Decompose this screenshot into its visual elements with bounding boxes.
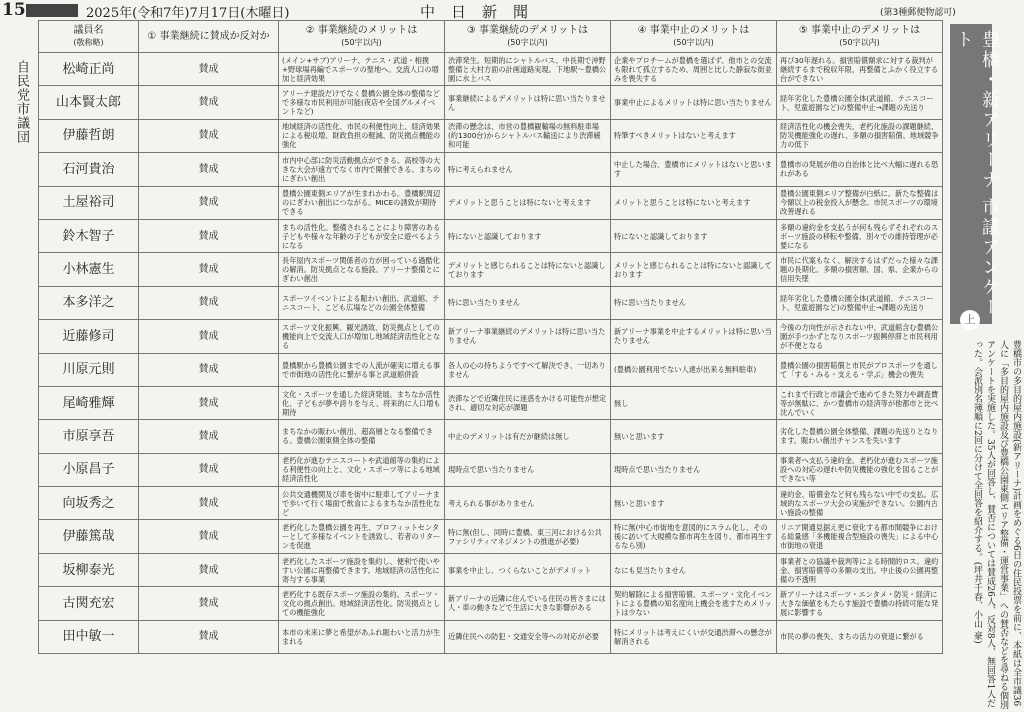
continue-demerit-cell: 近隣住民への防犯・交通安全等への対応が必要 — [445, 620, 611, 653]
member-name: 石河貴治 — [39, 153, 139, 186]
table-row — [39, 186, 943, 219]
header-cancel-demerit: ⑤ 事業中止のデメリットは (50字以内) — [777, 21, 943, 53]
cancel-demerit-cell: 豊橋公園の損害賠償と市民がプロスポーツを通して「する・みる・支える・学ぶ」機会の喪失 — [777, 353, 943, 386]
cancel-demerit-cell: 新アリーナはスポーツ・エンタメ・防災・経済に大きな価値をもたらす施設で豊橋の持続可能な発展に影響する — [777, 587, 943, 620]
cancel-demerit-cell: 劣化した豊橋公園全体整備、課題の先送りとなります。賑わい創出チャンスを失います — [777, 420, 943, 453]
page-header — [0, 0, 1024, 20]
survey-table — [38, 20, 943, 654]
stance-cell: 賛成 — [139, 386, 279, 419]
member-name: 田中敏一 — [39, 620, 139, 653]
cancel-merit-cell: 特筆すべきメリットはないと考えます — [611, 119, 777, 152]
continue-merit-cell: 長年屋内スポーツ関係者の方が困っている過酷化の解消。防災拠点となる施設。アリーナ整備とにぎわい創出 — [279, 253, 445, 286]
header-continue-demerit: ③ 事業継続のデメリットは (50字以内) — [445, 21, 611, 53]
table-row — [39, 119, 943, 152]
table-row — [39, 353, 943, 386]
stance-cell: 賛成 — [139, 86, 279, 119]
cancel-demerit-cell: 豊橋公園東側エリア整備が白紙に。新たな整備は今額以上の税金投入が懸念。市民スポーツの環境改善遅れる — [777, 186, 943, 219]
member-name: 伊藤篤哉 — [39, 520, 139, 553]
member-name: 向坂秀之 — [39, 487, 139, 520]
member-name: 本多洋之 — [39, 286, 139, 319]
continue-demerit-cell: 特にないと認識しております — [445, 219, 611, 252]
table-row — [39, 520, 943, 553]
cancel-merit-cell: なにも見当たりません — [611, 553, 777, 586]
stance-cell: 賛成 — [139, 487, 279, 520]
header-cancel-merit: ④ 事業中止のメリットは (50字以内) — [611, 21, 777, 53]
party-label: 自民党市議団 — [14, 60, 29, 144]
cancel-merit-cell: 契約解除による損害賠償、スポーツ・文化イベントによる豊橋の知名度向上機会を逃すためメリットは少ない — [611, 587, 777, 620]
cancel-demerit-cell: 豊橋市の発展が他の自治体と比べ大幅に遅れる恐れがある — [777, 153, 943, 186]
table-row — [39, 620, 943, 653]
cancel-merit-cell: 企業やプロチームが豊橋を選ばず、他市との交流も限れて孤立するため、周囲と比した静寂な街並みを喪失する — [611, 53, 777, 86]
table-header-row — [39, 21, 943, 53]
member-name: 土屋裕司 — [39, 186, 139, 219]
stance-cell: 賛成 — [139, 186, 279, 219]
member-name: 近藤修司 — [39, 320, 139, 353]
continue-demerit-cell: 特に考えられません — [445, 153, 611, 186]
table-row — [39, 53, 943, 86]
continue-merit-cell: まちの活性化。整備されることにより障害のある子どもや様々な年齢の子どもが安全に遊べるようになる — [279, 219, 445, 252]
stance-cell: 賛成 — [139, 520, 279, 553]
continue-demerit-cell: 事業を中止し、つくらないことがデメリット — [445, 553, 611, 586]
cancel-demerit-cell: 事業者へ支払う違約金。老朽化が進むスポーツ施設への対応の遅れや防災機能の強化を図ることができない等 — [777, 453, 943, 486]
table-row — [39, 153, 943, 186]
continue-merit-cell: アリーナ建設だけでなく豊橋公園全体の整備などで多様な市民利用が可能(夜店や全国グルメイベントなど) — [279, 86, 445, 119]
stance-cell: 賛成 — [139, 286, 279, 319]
section-bar — [26, 4, 78, 17]
cancel-merit-cell: 特に無(中心市街地を意図的にスラム化し、その後に訪いて大規模な都市再生を図り、都市再生するなら別) — [611, 520, 777, 553]
cancel-merit-cell: 新アリーナ事業を中止するメリットは特に思い当たりません — [611, 320, 777, 353]
table-row — [39, 453, 943, 486]
continue-demerit-cell: 特に無(但し、同時に豊橋、東三河における公共ファシリティマネジメントの推進が必要) — [445, 520, 611, 553]
cancel-merit-cell: (豊橋公園利用でない人達が出来る無料駐車) — [611, 353, 777, 386]
table-row — [39, 253, 943, 286]
table-row — [39, 286, 943, 319]
continue-demerit-cell: 中止のデメリットは有だが継続は無し — [445, 420, 611, 453]
cancel-demerit-cell: 市民の夢の喪失、まちの活力の衰退に繋がる — [777, 620, 943, 653]
cancel-merit-cell: メリットと思うことは特にないと考えます — [611, 186, 777, 219]
cancel-demerit-cell: これまで行政と市議会で進めてきた努力や調査費等が無駄に、かつ豊橋市の経済等が他都市と比べ沈んでいく — [777, 386, 943, 419]
table-row — [39, 219, 943, 252]
member-name: 松崎正尚 — [39, 53, 139, 86]
continue-demerit-cell: 渋滞などで近隣住民に迷惑をかける可能性が想定され、適切な対応が課題 — [445, 386, 611, 419]
member-name: 伊藤哲朗 — [39, 119, 139, 152]
continue-merit-cell: 老朽化が進むテニスコートや武道館等の集約による利便性の向上と、文化・スポーツ等による地域経済活性化 — [279, 453, 445, 486]
continue-demerit-cell: デメリットと思うことは特にないと考えます — [445, 186, 611, 219]
header-name: 議員名 (敬称略) — [39, 21, 139, 53]
cancel-demerit-cell: 再び30年遅れる。損害賠償額求に対する裁判が継続するまで税収年限、再整備とふかく役立する台ができない — [777, 53, 943, 86]
stance-cell: 賛成 — [139, 553, 279, 586]
stance-cell: 賛成 — [139, 353, 279, 386]
continue-merit-cell: 豊橋駅から豊橋公園までの人流が確実に増える事で市街地の活性化に繋がる事と武道館併設 — [279, 353, 445, 386]
table-row — [39, 587, 943, 620]
page-number: 15 — [2, 0, 26, 20]
cancel-demerit-cell: 経年劣化した豊橋公園全体(武道館、テニスコート、児童遊園など)の整備中止→課題の先送り — [777, 86, 943, 119]
stance-cell: 賛成 — [139, 587, 279, 620]
continue-merit-cell: 老朽化する既存スポーツ施設の集約。スポーツ・文化の拠点創出。地域経済活性化。防災拠点としての機能強化 — [279, 587, 445, 620]
stance-cell: 賛成 — [139, 453, 279, 486]
part-badge: 上 — [960, 310, 980, 330]
cancel-merit-cell: 現時点で思い当たりません — [611, 453, 777, 486]
header-continue-merit: ② 事業継続のメリットは (50字以内) — [279, 21, 445, 53]
continue-demerit-cell: 事業継続によるデメリットは特に思い当たりません — [445, 86, 611, 119]
feature-title-box — [950, 24, 1000, 324]
cancel-merit-cell: 無いと思います — [611, 487, 777, 520]
stance-cell: 賛成 — [139, 320, 279, 353]
cancel-demerit-cell: 今後の方向性が示されない中、武道館含む豊橋公園が手つかずとなりスポーツ振興停滞と市民利用が不便となる — [777, 320, 943, 353]
member-name: 小原昌子 — [39, 453, 139, 486]
table-row — [39, 487, 943, 520]
member-name: 鈴木智子 — [39, 219, 139, 252]
continue-merit-cell: スポーツ文化振興、観光誘致、防災拠点としての機能向上で交流人口が増加し地域経済活性化となる — [279, 320, 445, 353]
stance-cell: 賛成 — [139, 153, 279, 186]
member-name: 川原元則 — [39, 353, 139, 386]
table-row — [39, 553, 943, 586]
continue-merit-cell: 地域経済の活性化、市民の利便性向上、経済効果による税収増、財政負担の軽減、防災拠点機能の強化 — [279, 119, 445, 152]
continue-demerit-cell: 渋滞発生。短期的にシャトルバス。中長期で沖野整備と大村方面の計画道路実現。下地駅～豊橋公園に水上バス — [445, 53, 611, 86]
continue-merit-cell: 豊橋公園東側エリアが生まれかわる。豊橋駅周辺のにぎわい創出につながる。MICEの誘致が期待できる — [279, 186, 445, 219]
continue-merit-cell: 公共交通機関及び車を街中に駐車してアリーナまで歩いて行く場面で飲食によるまちなか活性化など — [279, 487, 445, 520]
cancel-merit-cell: 中止した場合、豊橋市にメリットはないと思います — [611, 153, 777, 186]
cancel-merit-cell: 無いと思います — [611, 420, 777, 453]
cancel-demerit-cell: 違約金、賠償金など何も残らない中での支払。広域的なスポーツ大会の実施ができない。公園内古い施設の整備 — [777, 487, 943, 520]
member-name: 古関充宏 — [39, 587, 139, 620]
cancel-merit-cell: 無し — [611, 386, 777, 419]
continue-demerit-cell: 新アリーナ事業継続のデメリットは特に思い当たりません — [445, 320, 611, 353]
postal-note: (第3種郵便物認可) — [880, 8, 956, 18]
cancel-merit-cell: 事業中止によるメリットは特に思い当たりません — [611, 86, 777, 119]
stance-cell: 賛成 — [139, 219, 279, 252]
stance-cell: 賛成 — [139, 119, 279, 152]
stance-cell: 賛成 — [139, 53, 279, 86]
continue-merit-cell: まちなかの賑わい創出、超高層となる整備できる。豊橋公園東側全体の整備 — [279, 420, 445, 453]
table-row — [39, 320, 943, 353]
issue-date: 2025年(令和7年)7月17日(木曜日) — [86, 6, 290, 21]
newspaper-name: 中日新聞 — [420, 3, 545, 21]
header-stance: ① 事業継続に賛成か反対か — [139, 21, 279, 53]
cancel-demerit-cell: 経年劣化した豊橋公園全体(武道館、テニスコート、児童遊園など)の整備中止→課題の先送り — [777, 286, 943, 319]
continue-demerit-cell: 渋滞の懸念は、市営の豊橋観輸場の無料駐車場(約1300台)からシャトルバス輸送により渋滞緩和可能 — [445, 119, 611, 152]
member-name: 山本賢太郎 — [39, 86, 139, 119]
cancel-merit-cell: 特に思い当たりません — [611, 286, 777, 319]
stance-cell: 賛成 — [139, 253, 279, 286]
member-name: 坂柳泰光 — [39, 553, 139, 586]
continue-demerit-cell: デメリットと感じられることは特にないと認識しております — [445, 253, 611, 286]
cancel-merit-cell: メリットと感じられることは特にないと認識しております — [611, 253, 777, 286]
continue-demerit-cell: 新アリーナの近隣に住んでいる住民の皆さまには人・車の動きなどで生活に大きな影響がある — [445, 587, 611, 620]
cancel-demerit-cell: リニア開通見据え更に衰化する都市間競争における総量感「多機能複合型施設の喪失」による中心市街地の衰退 — [777, 520, 943, 553]
cancel-demerit-cell: 市民に代案もなく、解決するはずだった様々な課題の長期化。多額の損害額、国、県、企業からの信用失墜 — [777, 253, 943, 286]
continue-demerit-cell: 特に思い当たりません — [445, 286, 611, 319]
member-name: 小林憲生 — [39, 253, 139, 286]
feature-title: 豊橋・新アリーナ 市議アンケート — [953, 30, 1000, 318]
continue-merit-cell: 文化・スポーツを通した経済発展、まちなか活性化、子どもが夢や誇りを与え、将来的に人口増も期待 — [279, 386, 445, 419]
continue-demerit-cell: 考えられる事がありません — [445, 487, 611, 520]
stance-cell: 賛成 — [139, 420, 279, 453]
table-row — [39, 420, 943, 453]
continue-demerit-cell: 各人の心の持ちようですべて解決でき、一切ありません — [445, 353, 611, 386]
table-row — [39, 386, 943, 419]
continue-merit-cell: 老朽化したスポーツ施設を集約し、便利で使いやすい公園に再整備できます。地域経済の活性化に寄与する事業 — [279, 553, 445, 586]
lead-article: 豊橋市の多目的屋内施設(新アリーナ)計画をめぐる6日の住民投票を前に、本紙は全市議36人に「多目的屋内施設及び豊橋公園東側エリア整備・運営事業」への賛否などを尋ねる個別アンケートを実施した。35人が回答し、賛否については賛成26人、反対8人、無回答1人だった。会派別名簿順に2回に分けて全回答を紹介する。(坪井千春、小山 豪) — [972, 340, 1021, 709]
cancel-demerit-cell: 多額の違約金を支払うが何も残らずそれぞれのスポーツ施設の移転や整備、別々での維持管理が必要になる — [777, 219, 943, 252]
continue-merit-cell: 老朽化した豊橋公園を再生、プロフィットセンターとして多様なイベントを誘致し、若者のリターンを促進 — [279, 520, 445, 553]
cancel-merit-cell: 特にメリットは考えにくいが交通渋滞への懸念が解消される — [611, 620, 777, 653]
continue-merit-cell: 本市の未来に夢と希望があふれ賑わいと活力が生まれる — [279, 620, 445, 653]
continue-merit-cell: スポーツイベントによる賑わい創出、武道館、テニスコート、こども広場などの公園全体整備 — [279, 286, 445, 319]
continue-demerit-cell: 現時点で思い当たりません — [445, 453, 611, 486]
continue-merit-cell: 市内中心部に防災活動拠点ができる。高校等の大きな大会が遠方でなく市内で開催できる。まちのにぎわい創出 — [279, 153, 445, 186]
table-row — [39, 86, 943, 119]
stance-cell: 賛成 — [139, 620, 279, 653]
member-name: 市原享吾 — [39, 420, 139, 453]
cancel-demerit-cell: 経済活性化の機会喪失、老朽化施設の課題継続、防災機能強化の遅れ、多額の損害賠償、地域競争力の低下 — [777, 119, 943, 152]
cancel-demerit-cell: 事業者との協議や裁判等による時間的ロス。違約金、損害賠償等の多額の支出。中止後の公園再整備の不透明 — [777, 553, 943, 586]
cancel-merit-cell: 特にないと認識しております — [611, 219, 777, 252]
member-name: 尾崎雅輝 — [39, 386, 139, 419]
continue-merit-cell: (メイン+サブ)アリーナ、テニス・武道・相撲+野球場再編でスポーツの聖地へ。交流人口の増加と経済効果 — [279, 53, 445, 86]
